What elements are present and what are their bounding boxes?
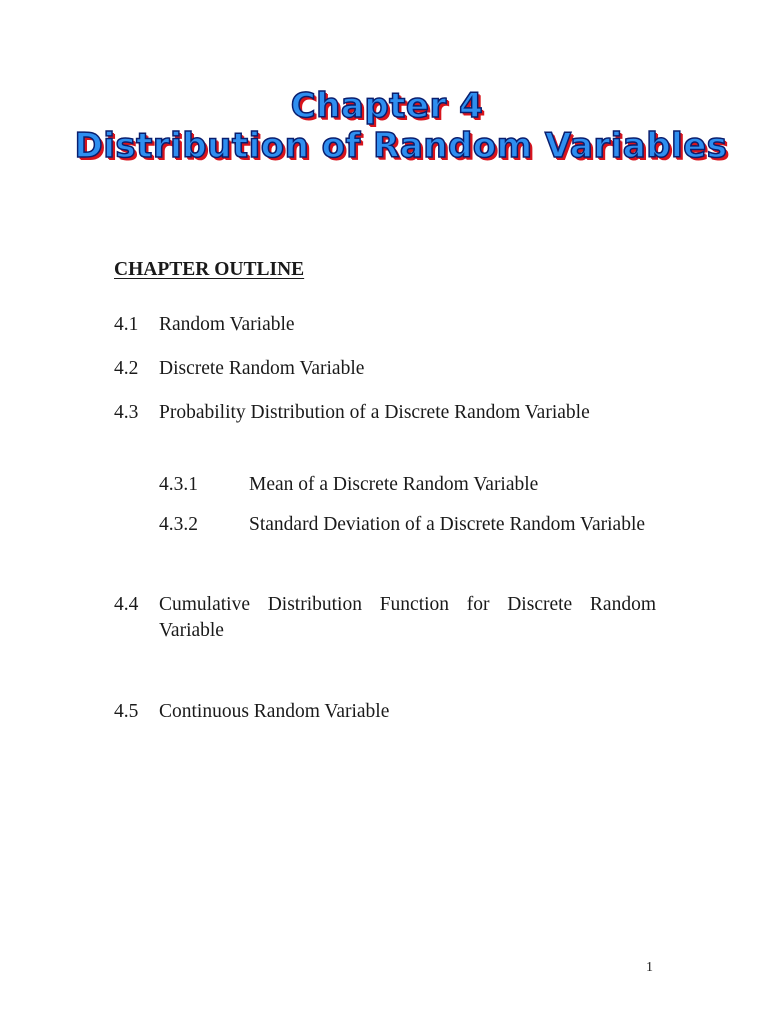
outline-subitem-text: Mean of a Discrete Random Variable: [249, 474, 539, 495]
chapter-title-line-1: Chapter 4: [290, 86, 484, 126]
outline-item-4-2: [114, 356, 656, 382]
chapter-title-line-2: Distribution of Random Variables: [74, 126, 728, 166]
outline-item-4-3: [114, 400, 656, 426]
outline-item-number: 4.4: [114, 594, 139, 615]
outline-item-number: 4.1: [114, 314, 139, 335]
outline-subitem-text: Standard Deviation of a Discrete Random Variable: [249, 514, 646, 535]
outline-subitem-4-3-2: [159, 512, 656, 538]
outline-item-text: Random Variable: [159, 314, 295, 335]
outline-item-4-4: [114, 592, 656, 644]
outline-item-number: 4.2: [114, 358, 139, 379]
outline-heading: CHAPTER OUTLINE: [114, 259, 305, 280]
outline-item-text: Discrete Random Variable: [159, 358, 365, 379]
outline-item-number: 4.5: [114, 701, 139, 722]
outline-item-text: Probability Distribution of a Discrete Random Variable: [159, 402, 590, 423]
outline-item-text: Cumulative Distribution Function for Discrete Random Variable: [159, 594, 656, 641]
outline-subitem-number: 4.3.1: [159, 474, 198, 495]
outline-subitem-number: 4.3.2: [159, 514, 198, 535]
page-number: 1: [646, 960, 653, 975]
outline-item-text: Continuous Random Variable: [159, 701, 390, 722]
outline-item-number: 4.3: [114, 402, 139, 423]
outline-subitem-4-3-1: [159, 472, 656, 498]
chapter-title: [0, 86, 768, 166]
outline-item-4-5: [114, 699, 656, 725]
outline-item-4-1: [114, 312, 656, 338]
